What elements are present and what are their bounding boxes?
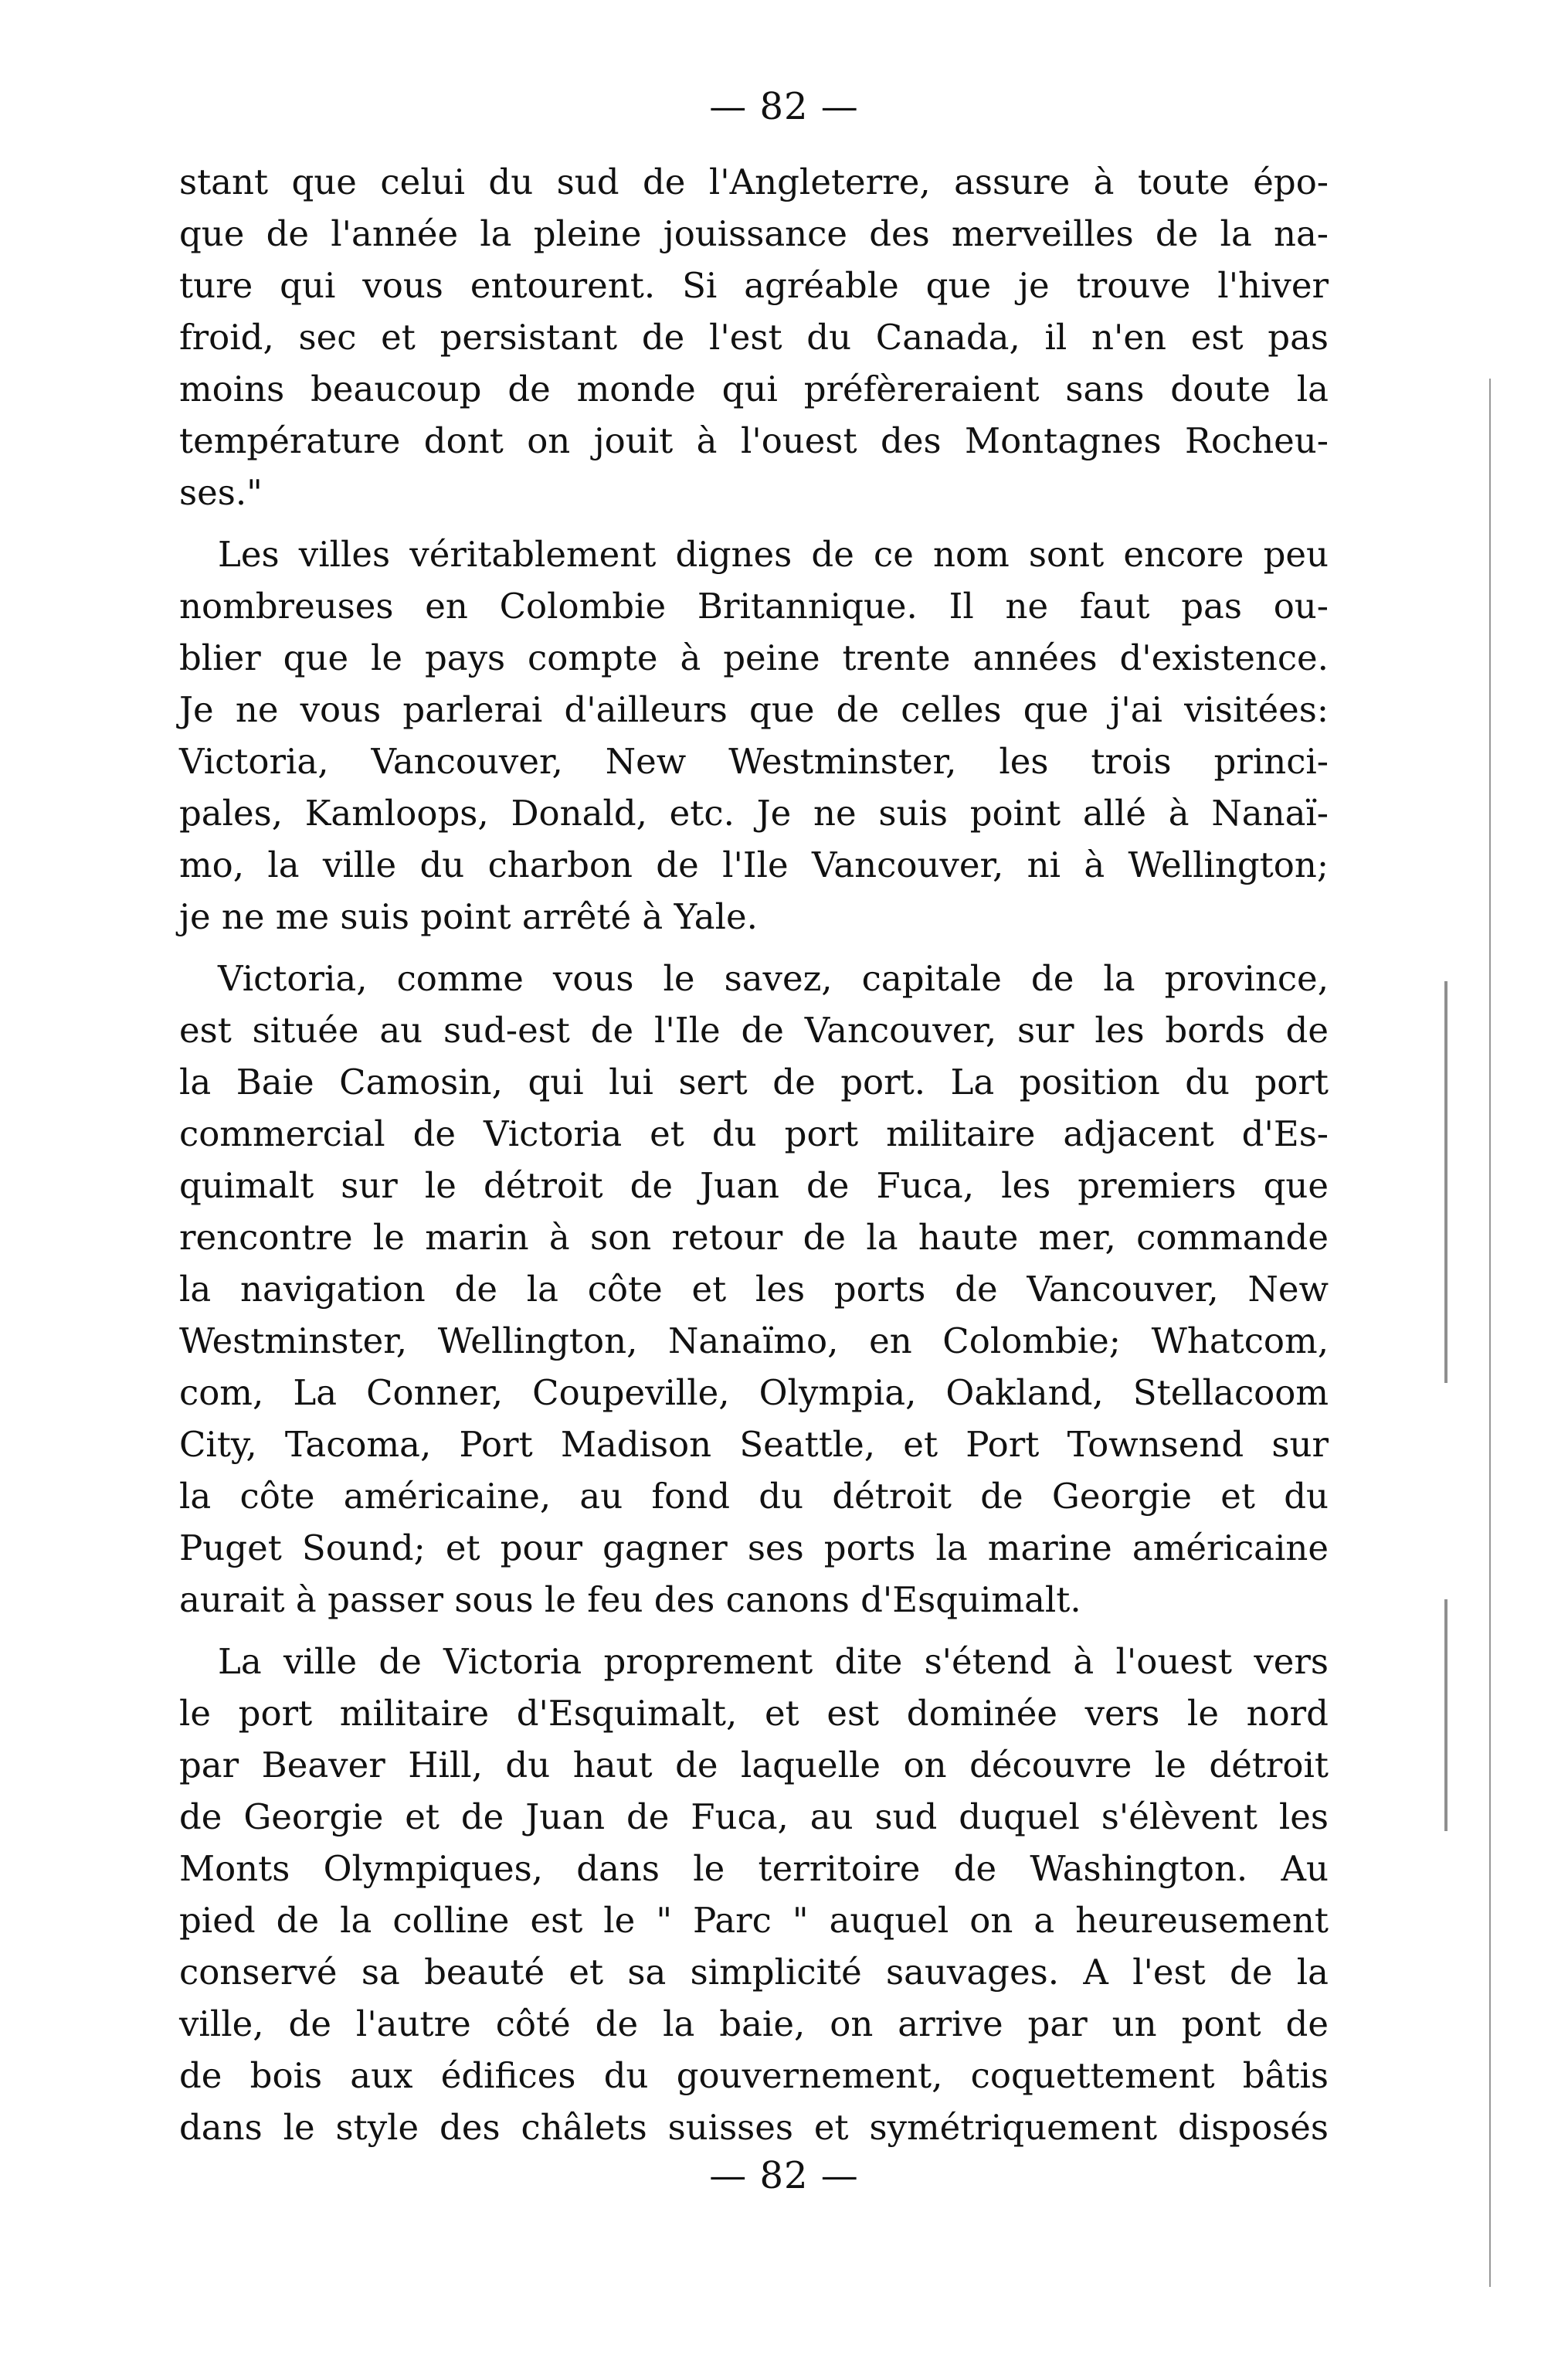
text-line: le port militaire d'Esquimalt, et est dominée vers le nord: [179, 1693, 1329, 1734]
scan-edge-mark: [1444, 981, 1448, 1383]
text-line: Je ne vous parlerai d'ailleurs que de celles que j'ai visitées:: [179, 689, 1329, 730]
text-line: je ne me suis point arrêté à Yale.: [179, 896, 758, 937]
text-line: dans le style des châlets suisses et symétriquement disposés: [179, 2107, 1329, 2148]
text-line: nombreuses en Colombie Britannique. Il ne faut pas ou-: [179, 586, 1329, 627]
text-line: Monts Olympiques, dans le territoire de Washington. Au: [179, 1848, 1329, 1889]
text-line: rencontre le marin à son retour de la haute mer, commande: [179, 1217, 1329, 1258]
text-line: la côte américaine, au fond du détroit de Georgie et du: [179, 1476, 1329, 1517]
page-number-top: — 82 —: [709, 85, 859, 128]
paragraph-2: [179, 528, 1329, 943]
text-line: la navigation de la côte et les ports de Vancouver, New: [179, 1269, 1329, 1310]
text-line: Les villes véritablement dignes de ce nom sont encore peu: [218, 534, 1329, 575]
text-line: par Beaver Hill, du haut de laquelle on découvre le détroit: [179, 1745, 1329, 1785]
paragraph-4: [179, 1636, 1329, 2153]
scan-edge-mark: [1444, 1599, 1448, 1831]
text-line: City, Tacoma, Port Madison Seattle, et Port Townsend sur: [179, 1424, 1329, 1465]
text-line: que de l'année la pleine jouissance des merveilles de la na-: [179, 213, 1329, 254]
text-line: de Georgie et de Juan de Fuca, au sud duquel s'élèvent les: [179, 1796, 1329, 1837]
text-line: quimalt sur le détroit de Juan de Fuca, les premiers que: [179, 1165, 1329, 1206]
paragraph-1: [179, 156, 1329, 518]
text-line: de bois aux édifices du gouvernement, coquettement bâtis: [179, 2055, 1329, 2096]
body-text: [179, 156, 1329, 2153]
text-line: moins beaucoup de monde qui préfèreraient sans doute la: [179, 369, 1329, 409]
text-line: est située au sud-est de l'Ile de Vancouver, sur les bords de: [179, 1010, 1329, 1051]
text-line: stant que celui du sud de l'Angleterre, assure à toute épo-: [179, 161, 1329, 202]
text-line: conservé sa beauté et sa simplicité sauvages. A l'est de la: [179, 1952, 1329, 1993]
text-line: aurait à passer sous le feu des canons d'Esquimalt.: [179, 1579, 1081, 1620]
scan-edge-shadow: [1489, 379, 1498, 2287]
text-line: Puget Sound; et pour gagner ses ports la marine américaine: [179, 1527, 1329, 1568]
text-line: Victoria, comme vous le savez, capitale de la province,: [218, 958, 1329, 999]
text-line: ses.": [179, 472, 263, 513]
text-line: commercial de Victoria et du port militaire adjacent d'Es-: [179, 1113, 1329, 1154]
text-line: pales, Kamloops, Donald, etc. Je ne suis point allé à Nanaï-: [179, 793, 1329, 834]
text-line: la Baie Camosin, qui lui sert de port. La position du port: [179, 1062, 1329, 1103]
paragraph-3: [179, 953, 1329, 1626]
text-line: ture qui vous entourent. Si agréable que je trouve l'hiver: [179, 265, 1329, 306]
text-line: Westminster, Wellington, Nanaïmo, en Colombie; Whatcom,: [179, 1320, 1329, 1361]
text-line: blier que le pays compte à peine trente années d'existence.: [179, 637, 1329, 678]
text-line: température dont on jouit à l'ouest des Montagnes Rocheu-: [179, 420, 1329, 461]
text-line: com, La Conner, Coupeville, Olympia, Oakland, Stellacoom: [179, 1372, 1329, 1413]
text-line: froid, sec et persistant de l'est du Canada, il n'en est pas: [179, 317, 1329, 358]
text-line: ville, de l'autre côté de la baie, on arrive par un pont de: [179, 2003, 1329, 2044]
page-number-bottom: — 82 —: [709, 2154, 859, 2197]
text-line: pied de la colline est le " Parc " auquel on a heureusement: [179, 1900, 1329, 1941]
text-line: La ville de Victoria proprement dite s'étend à l'ouest vers: [218, 1641, 1329, 1682]
text-line: mo, la ville du charbon de l'Ile Vancouver, ni à Wellington;: [179, 844, 1329, 885]
text-line: Victoria, Vancouver, New Westminster, les trois princi-: [179, 741, 1329, 782]
